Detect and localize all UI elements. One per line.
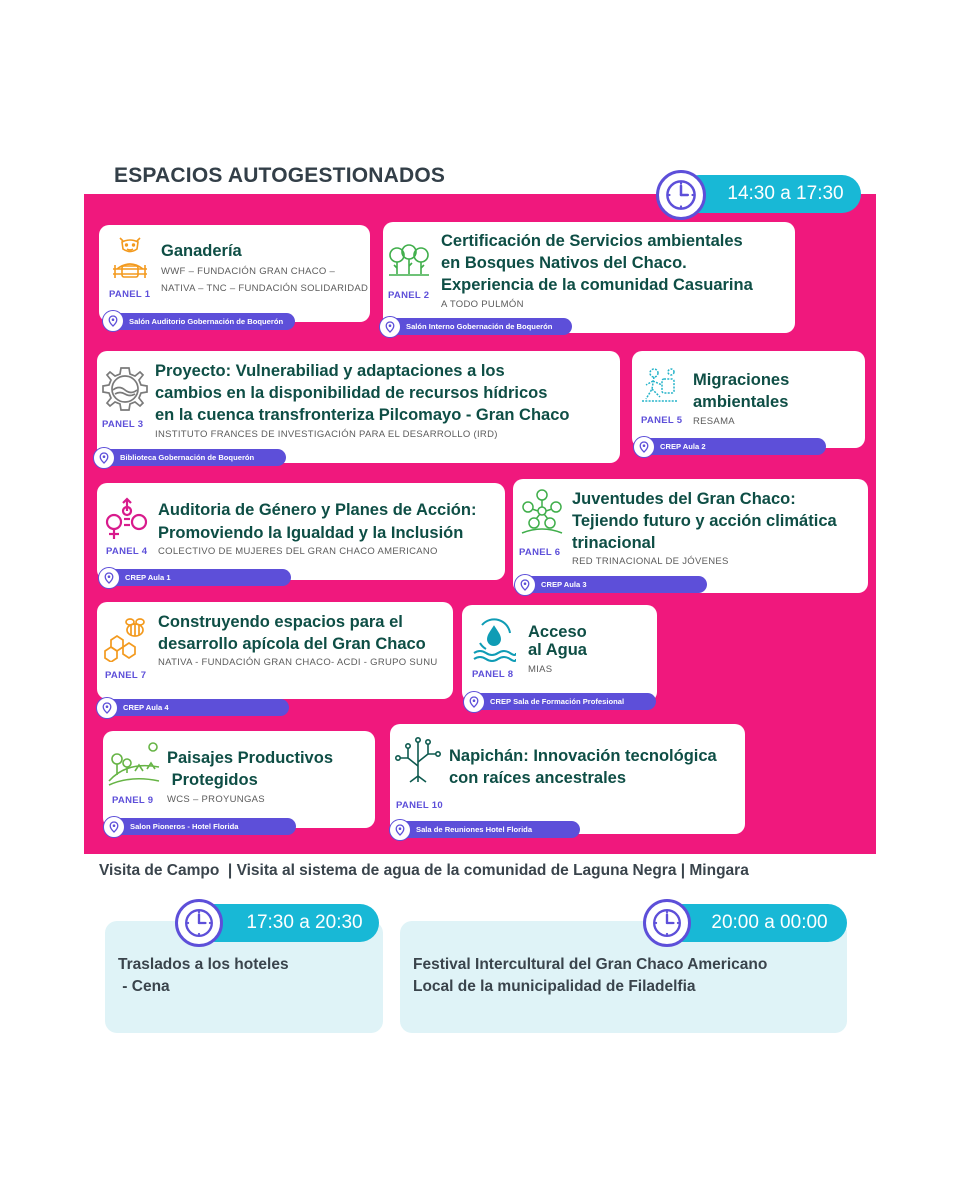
panel-1-org-line2: NATIVA – TNC – FUNDACIÓN SOLIDARIDAD: [161, 283, 369, 294]
migration-icon: [640, 365, 680, 405]
clock-icon: [643, 899, 691, 947]
panel-5-org: RESAMA: [693, 416, 735, 427]
panel-10-card[interactable]: [390, 724, 745, 834]
panel-3-card[interactable]: [97, 351, 620, 463]
main-time-text: 14:30 a 17:30: [727, 183, 844, 204]
panel-5-title-line2: ambientales: [693, 393, 789, 411]
landscape-icon: [107, 741, 161, 787]
gender-equality-icon: [103, 497, 149, 543]
honeycomb-bee-icon: [103, 618, 149, 662]
panel-3-location-text: Biblioteca Gobernación de Boquerón: [120, 453, 255, 462]
panel-6-label: PANEL 6: [519, 547, 561, 558]
time-badge-2000: [664, 904, 847, 942]
festival-line2: Local de la municipalidad de Filadelfia: [413, 978, 696, 995]
panel-8-title-line1: Acceso: [528, 623, 587, 641]
panel-8-org: MIAS: [528, 664, 553, 675]
panel-6-location[interactable]: [517, 576, 707, 593]
panel-8-title-line2: al Agua: [528, 641, 587, 659]
panel-1-label: PANEL 1: [109, 289, 151, 300]
circuit-tree-icon: [394, 736, 442, 784]
panel-2-location-text: Salón Interno Gobernación de Boquerón: [406, 322, 553, 331]
panel-8-location[interactable]: [466, 693, 656, 710]
panel-10-title-line1: Napichán: Innovación tecnológica: [449, 747, 717, 765]
location-pin-icon: [514, 574, 536, 596]
panel-10-location-text: Sala de Reuniones Hotel Florida: [416, 825, 533, 834]
panel-8-card[interactable]: [462, 605, 657, 702]
panel-7-org: NATIVA - FUNDACIÓN GRAN CHACO- ACDI - GRUPO SUNU: [158, 657, 438, 668]
main-time-badge: [680, 175, 861, 213]
panel-9-title-line2: Protegidos: [167, 771, 258, 789]
panel-3-title-line2: cambios en la disponibilidad de recursos hídricos: [155, 384, 548, 402]
panel-9-card[interactable]: [103, 731, 375, 828]
panel-4-label: PANEL 4: [106, 546, 148, 557]
location-pin-icon: [389, 819, 411, 841]
section-title: ESPACIOS AUTOGESTIONADOS: [114, 164, 446, 187]
panel-3-location[interactable]: [96, 449, 286, 466]
gear-water-icon: [101, 365, 149, 413]
panel-6-title-line2: Tejiendo futuro y acción climática: [572, 512, 837, 530]
panel-10-location[interactable]: [392, 821, 580, 838]
time-badge-2000-text: 20:00 a 00:00: [711, 912, 828, 933]
clock-icon: [175, 899, 223, 947]
panel-6-org: RED TRINACIONAL DE JÓVENES: [572, 556, 729, 567]
transfer-line1: Traslados a los hoteles: [118, 956, 289, 973]
panel-5-location[interactable]: [636, 438, 826, 455]
youth-network-icon: [518, 487, 566, 535]
location-pin-icon: [379, 316, 401, 338]
panel-2-title-line3: Experiencia de la comunidad Casuarina: [441, 276, 753, 294]
panel-6-location-text: CREP Aula 3: [541, 580, 587, 589]
location-pin-icon: [633, 436, 655, 458]
panel-7-card[interactable]: [97, 602, 453, 699]
panel-9-location[interactable]: [106, 818, 296, 835]
panel-2-org: A TODO PULMÓN: [441, 299, 524, 310]
water-drop-icon: [472, 615, 516, 663]
time-badge-1730-text: 17:30 a 20:30: [246, 912, 363, 933]
panel-2-label: PANEL 2: [388, 290, 430, 301]
panel-9-location-text: Salon Pioneros - Hotel Florida: [130, 822, 239, 831]
panel-4-org: COLECTIVO DE MUJERES DEL GRAN CHACO AMERICANO: [158, 546, 438, 557]
location-pin-icon: [93, 447, 115, 469]
panel-2-card[interactable]: [383, 222, 795, 333]
panel-1-title: Ganadería: [161, 242, 242, 260]
field-visit-text: Visita de Campo | Visita al sistema de agua de la comunidad de Laguna Negra | Mingara: [99, 862, 749, 879]
cattle-icon: [111, 235, 149, 279]
panel-1-org-line1: WWF – FUNDACIÓN GRAN CHACO –: [161, 266, 336, 277]
panel-7-location[interactable]: [99, 699, 289, 716]
panel-5-title-line1: Migraciones: [693, 371, 790, 389]
forest-icon: [387, 244, 431, 280]
panel-8-label: PANEL 8: [472, 669, 514, 680]
panel-3-org: INSTITUTO FRANCES DE INVESTIGACIÓN PARA EL DESARROLLO (IRD): [155, 429, 498, 440]
panel-6-title-line3: trinacional: [572, 534, 656, 552]
panel-10-label: PANEL 10: [396, 800, 443, 811]
panel-4-location-text: CREP Aula 1: [125, 573, 171, 582]
panel-3-title-line1: Proyecto: Vulnerabiliad y adaptaciones a los: [155, 362, 505, 380]
panel-4-title-line2: Promoviendo la Igualdad y la Inclusión: [158, 524, 464, 542]
panel-10-title-line2: con raíces ancestrales: [449, 769, 627, 787]
panel-3-label: PANEL 3: [102, 419, 144, 430]
panel-1-location[interactable]: [105, 313, 295, 330]
panel-4-location[interactable]: [101, 569, 291, 586]
location-pin-icon: [103, 816, 125, 838]
festival-line1: Festival Intercultural del Gran Chaco Americano: [413, 956, 768, 973]
location-pin-icon: [98, 567, 120, 589]
panel-2-location[interactable]: [382, 318, 572, 335]
clock-icon: [656, 170, 706, 220]
panel-1-card[interactable]: [99, 225, 370, 322]
panel-2-title-line2: en Bosques Nativos del Chaco.: [441, 254, 687, 272]
panel-9-org: WCS – PROYUNGAS: [167, 794, 265, 805]
location-pin-icon: [102, 310, 124, 332]
panel-3-title-line3: en la cuenca transfronteriza Pilcomayo - Gran Chaco: [155, 406, 570, 424]
panel-5-label: PANEL 5: [641, 415, 683, 426]
panel-7-title-line1: Construyendo espacios para el: [158, 613, 403, 631]
time-badge-1730: [196, 904, 379, 942]
panel-9-title-line1: Paisajes Productivos: [167, 749, 333, 767]
panel-7-label: PANEL 7: [105, 670, 147, 681]
panel-5-card[interactable]: [632, 351, 865, 448]
panel-4-title-line1: Auditoria de Género y Planes de Acción:: [158, 501, 477, 519]
panel-7-title-line2: desarrollo apícola del Gran Chaco: [158, 635, 426, 653]
panel-8-location-text: CREP Sala de Formación Profesional: [490, 697, 625, 706]
panel-6-title-line1: Juventudes del Gran Chaco:: [572, 490, 796, 508]
location-pin-icon: [463, 691, 485, 713]
transfer-line2: - Cena: [118, 978, 170, 995]
panel-9-label: PANEL 9: [112, 795, 154, 806]
panel-7-location-text: CREP Aula 4: [123, 703, 169, 712]
panel-5-location-text: CREP Aula 2: [660, 442, 706, 451]
panel-1-location-text: Salón Auditorio Gobernación de Boquerón: [129, 317, 284, 326]
panel-2-title-line1: Certificación de Servicios ambientales: [441, 232, 743, 250]
panel-4-card[interactable]: [97, 483, 505, 580]
location-pin-icon: [96, 697, 118, 719]
